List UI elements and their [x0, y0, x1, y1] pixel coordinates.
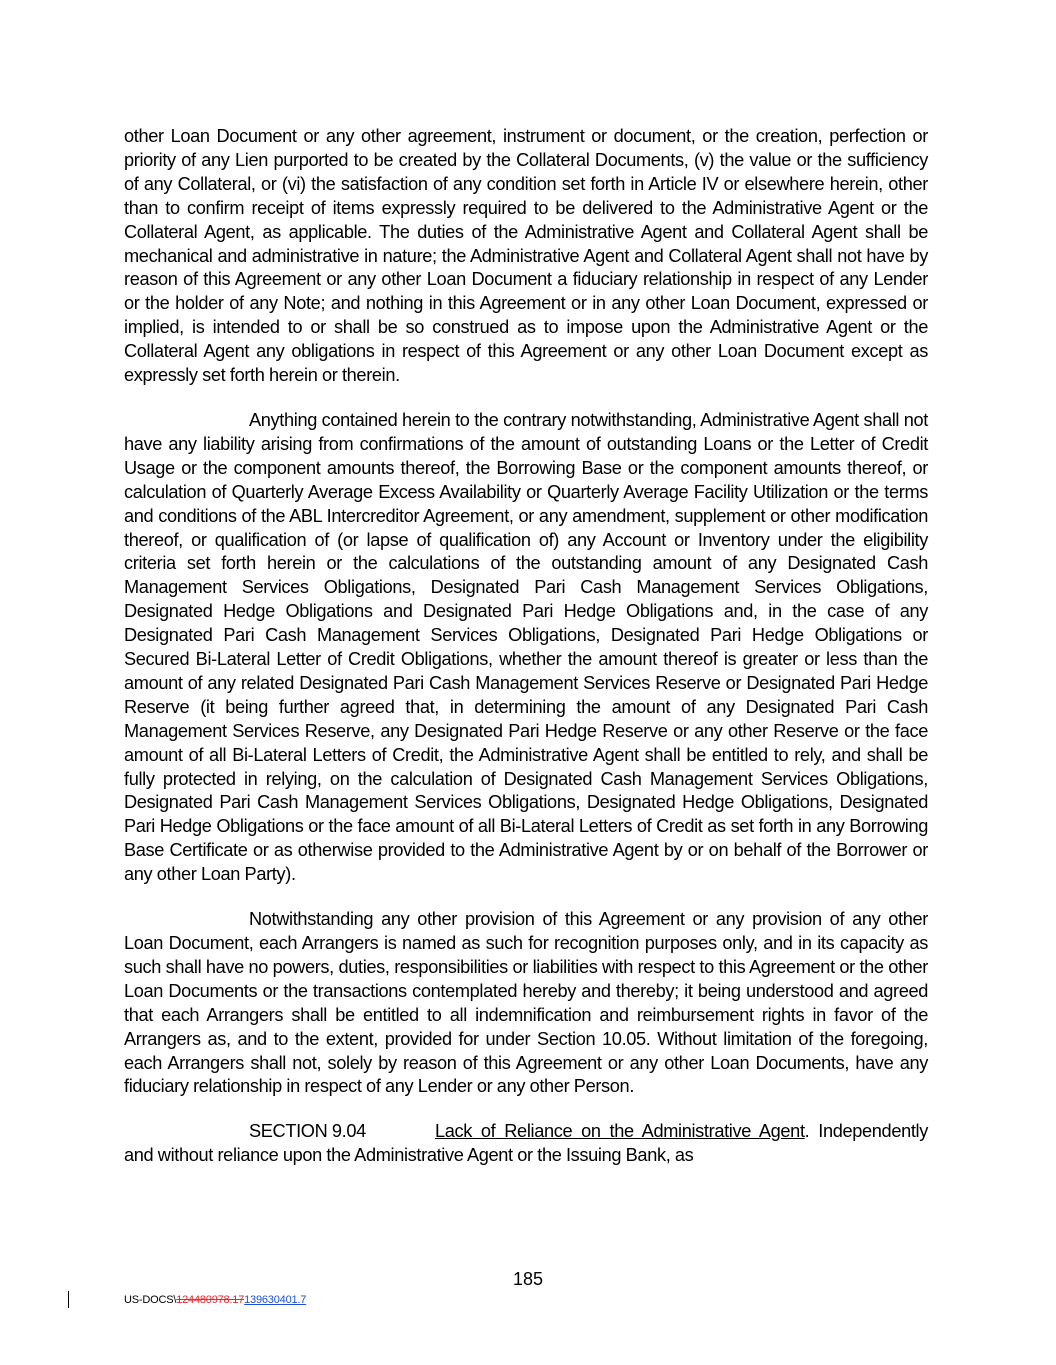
revision-bar — [68, 1291, 69, 1308]
paragraph-arrangers: Notwithstanding any other provision of this Agreement or any provision of any other Loan Document, each Arrangers is named as such for recognition purposes only, and in its capacity as such shall have no powers, duties, responsibilities or liabilities with respect to this Agreement or the other Loan Documents or the transactions contemplated hereby and thereby; it being understood and agreed that each Arrangers shall be entitled to all indemnification and reimbursement rights in favor of the Arrangers as, and to the extent, provided for under Section 10.05. Without limitation of the foregoing, each Arrangers shall not, solely by reason of this Agreement or any other Loan Documents, have any fiduciary relationship in respect of any Lender or any other Person. — [124, 909, 928, 1097]
paragraph-liability: Anything contained herein to the contrary notwithstanding, Administrative Agent shall not have any liability arising from confirmations of the amount of outstanding Loans or the Letter of Credit Usage or the component amounts thereof, the Borrowing Base or the component amounts thereof, or calculation of Quarterly Average Excess Availability or Quarterly Average Facility Utilization or the terms and conditions of the ABL Intercreditor Agreement, or any amendment, supplement or other modification thereof, or qualification of (or lapse of qualification of) any Account or Inventory under the eligibility criteria set forth herein or the calculations of the outstanding amount of any Designated Cash Management Services Obligations, Designated Pari Cash Management Services Obligations, Designated Hedge Obligations and Designated Pari Hedge Obligations and, in the case of any Designated Pari Cash Management Services Obligations, Designated Pari Hedge Obligations or Secured Bi-Lateral Letter of Credit Obligations, whether the amount thereof is greater or less than the amount of any related Designated Pari Cash Management Services Reserve or Designated Pari Hedge Reserve (it being further agreed that, in determining the amount of any Designated Pari Cash Management Services Reserve, any Designated Pari Hedge Reserve or any other Reserve or the face amount of all Bi-Lateral Letters of Credit, the Administrative Agent shall be entitled to rely, and shall be fully protected in relying, on the calculation of Designated Cash Management Services Obligations, Designated Pari Cash Management Services Obligations, Designated Hedge Obligations, Designated Pari Hedge Obligations or the face amount of all Bi-Lateral Letters of Credit as set forth in any Borrowing Base Certificate or as otherwise provided to the Administrative Agent by or on behalf of the Borrower or any other Loan Party). — [124, 409, 928, 885]
document-footer-id — [124, 1294, 306, 1306]
footer-deleted-id: 124480978.17 — [176, 1294, 245, 1306]
section-title: Lack of Reliance on the Administrative Agent — [435, 1121, 805, 1142]
section-text: Independently and without reliance upon the Administrative Agent or the Issuing Bank, as — [124, 1121, 928, 1166]
page-number: 185 — [512, 1269, 544, 1289]
section-title-punct: . — [804, 1121, 810, 1142]
paragraph-continuation: other Loan Document or any other agreement, instrument or document, or the creation, perfection or priority of any Lien purported to be created by the Collateral Documents, (v) the value or the sufficiency of any Collateral, or (vi) the satisfaction of any condition set forth in Article IV or elsewhere herein, other than to confirm receipt of items expressly required to be delivered to the Administrative Agent or the Collateral Agent, as applicable. The duties of the Administrative Agent and Collateral Agent shall be mechanical and administrative in nature; the Administrative Agent and Collateral Agent shall not have by reason of this Agreement or any other Loan Document a fiduciary relationship in respect of any Lender or the holder of any Note; and nothing in this Agreement or in any other Loan Document, expressed or implied, is intended to or shall be so construed as to impose upon the Administrative Agent or the Collateral Agent any obligations in respect of this Agreement or any other Loan Document except as expressly set forth herein or therein. — [124, 126, 928, 386]
section-number: SECTION 9.04 — [249, 1121, 366, 1142]
footer-inserted-id: 139630401.7 — [244, 1294, 307, 1306]
footer-prefix: US-DOCS\ — [124, 1294, 177, 1306]
section-9-04 — [124, 1120, 928, 1168]
document-body — [124, 125, 928, 1189]
